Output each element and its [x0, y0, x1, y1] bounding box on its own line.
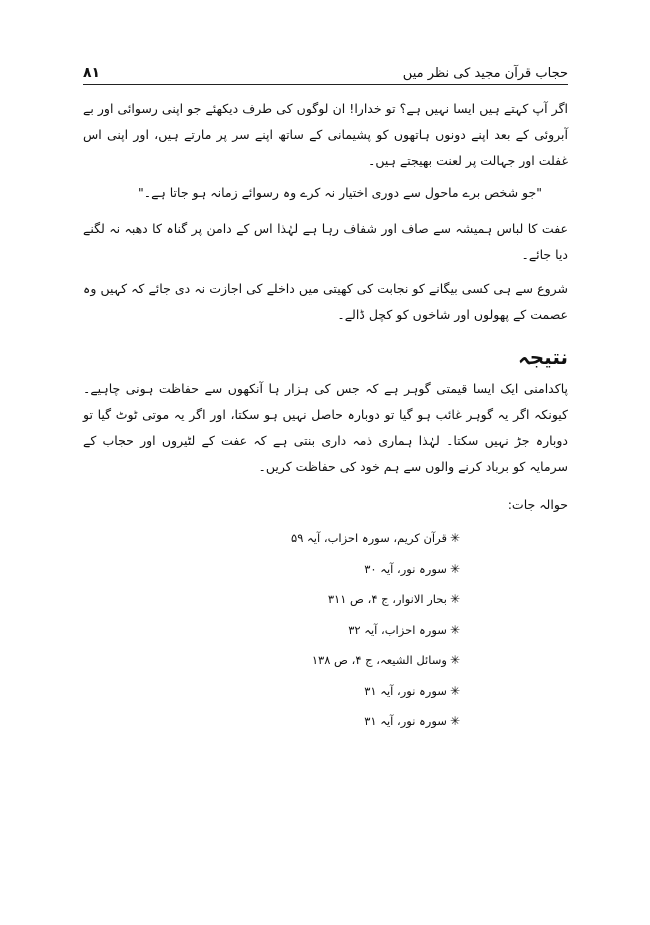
reference-item: ✳سورہ نور، آیہ ۳۱ [83, 709, 460, 734]
reference-item: ✳سورہ نور، آیہ ۳۰ [83, 557, 460, 582]
reference-item: ✳سورہ نور، آیہ ۳۱ [83, 679, 460, 704]
page-body [83, 96, 568, 740]
bullet-star-icon: ✳ [449, 531, 460, 545]
bullet-star-icon: ✳ [449, 561, 460, 576]
section-heading: نتیجہ [518, 345, 568, 369]
header-title: حجاب قرآن مجید کی نظر میں [402, 65, 568, 81]
reference-item: ✳قرآن کریم، سورہ احزاب، آیہ ۵۹ [83, 526, 460, 551]
reference-item: ✳سورہ احزاب، آیہ ۳۲ [83, 618, 460, 643]
header-rule [83, 84, 568, 85]
reference-item: ✳وسائل الشیعہ، ج ۴، ص ۱۳۸ [83, 648, 460, 673]
references-list [83, 526, 568, 734]
bullet-star-icon: ✳ [449, 653, 460, 667]
bullet-star-icon: ✳ [449, 592, 460, 606]
reference-item: ✳بحار الانوار، ج ۴، ص ۳۱۱ [83, 587, 460, 612]
paragraph: اگر آپ کہتے ہیں ایسا نہیں ہے؟ تو خدارا! ان لوگوں کی طرف دیکھئے جو اپنی رسوائی اور بے آبروئی کے بعد اپنے دونوں ہاتھوں کو پشیمانی کے ساتھ اپنے سر پر مارتے ہیں، اور اپنی اس غفلت اور جہالت پر لعنت بھیجتے ہیں۔ [83, 101, 568, 168]
page-number: ۸۱ [83, 65, 101, 81]
paragraph: پاکدامنی ایک ایسا قیمتی گوہر ہے کہ جس کی ہزار ہا آنکھوں سے حفاظت ہونی چاہیے۔ کیونکہ اگر یہ گوہر غائب ہو گیا تو دوبارہ حاصل نہیں ہو سکتا، اور اگر یہ موتی ٹوٹ گیا تو دوبارہ جڑ نہیں سکتا۔ لہٰذا ہماری ذمہ داری بنتی ہے کہ عفت کے لٹیروں اور حجاب کے سرمایہ کو برباد کرنے والوں سے ہم خود کی حفاظت کریں۔ [83, 381, 568, 474]
bullet-star-icon: ✳ [449, 683, 460, 698]
bullet-star-icon: ✳ [449, 622, 460, 637]
paragraph: شروع سے ہی کسی بیگانے کو نجابت کی کھیتی میں داخلے کی اجازت نہ دی جائے کہ کہیں وہ عصمت کے پھولوں اور شاخوں کو کچل ڈالے۔ [83, 281, 568, 322]
bullet-star-icon: ✳ [449, 714, 460, 728]
running-header [83, 62, 568, 84]
references-title: حوالہ جات: [507, 497, 568, 512]
quote: "جو شخص برے ماحول سے دوری اختیار نہ کرے وہ رسوائے زمانہ ہو جاتا ہے۔" [138, 185, 542, 200]
paragraph: عفت کا لباس ہمیشہ سے صاف اور شفاف رہا ہے لہٰذا اس کے دامن پر گناہ کا دھبہ نہ لگنے دیا جائے۔ [83, 221, 568, 262]
